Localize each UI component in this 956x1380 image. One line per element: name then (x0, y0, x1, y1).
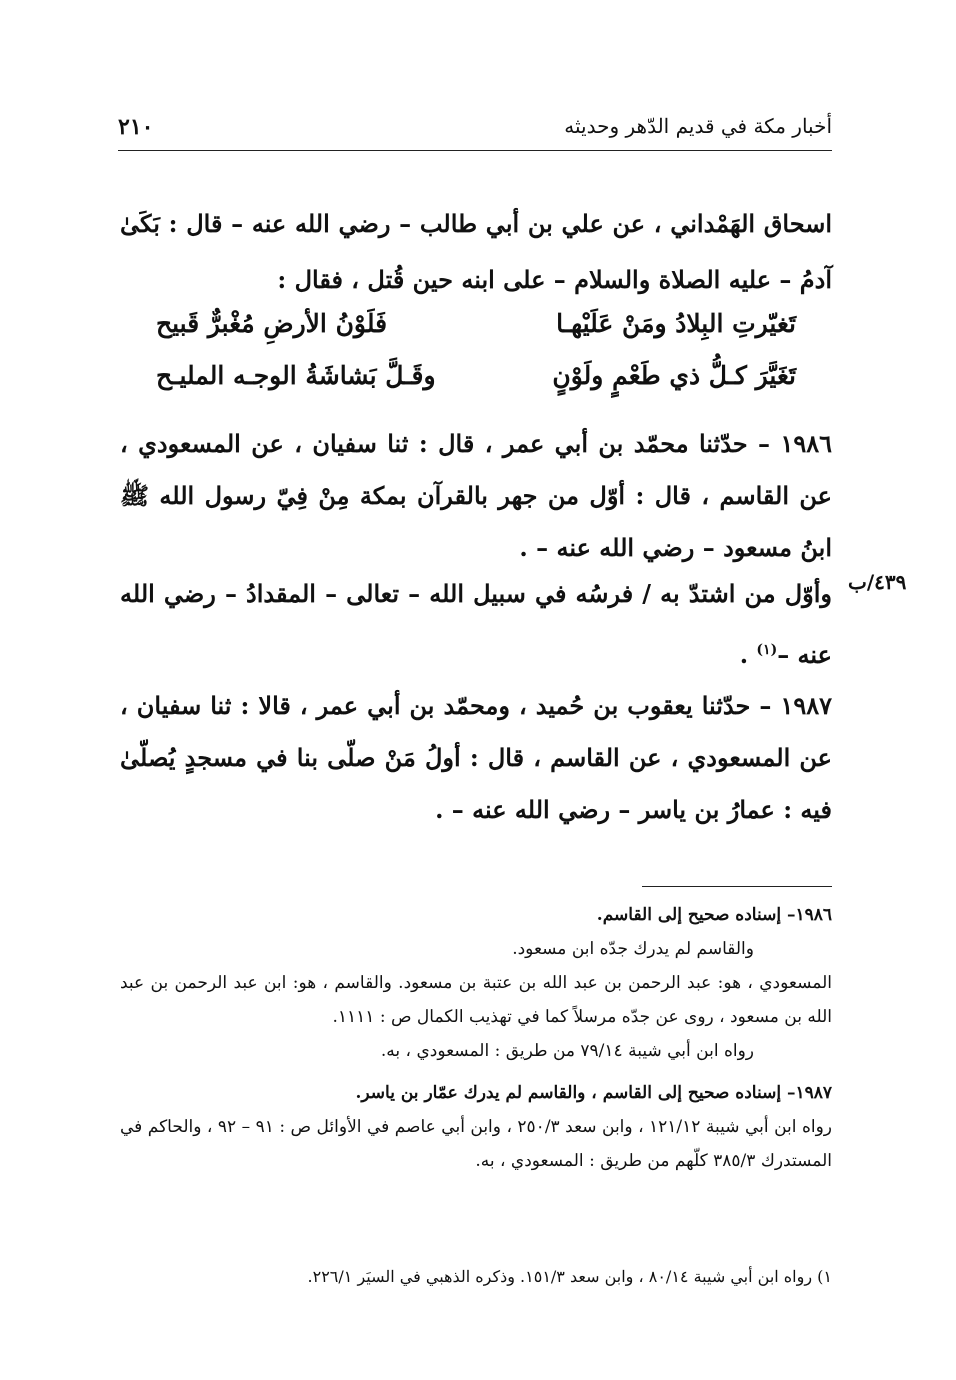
footnote-1986-line: والقاسم لم يدرك جدّه ابن مسعود. (512, 939, 754, 959)
hadith-1986-continuation (120, 566, 832, 683)
footnote-1987-line: رواه ابن أبي شيبة ١٢١/١٢ ، وابن سعد ٢٥٠/٣ ، وابن أبي عاصم في الأوائل ص : ٩١ – ٩٢ ، والحاكم في المستدرك ٣٨٥/٣ كلّهم من طريق : المسعودي ، به. (120, 1117, 832, 1171)
hemistich-2-right: تَغَيَّرَ كـلُّ ذي طَعْمٍ ولَوْنٍ (552, 361, 796, 390)
poem-line-2 (156, 350, 796, 402)
running-header-title: أخبار مكة في قديم الدّهر وحديثه (564, 114, 832, 138)
hemistich-2-left: وقَـلَّ بَشاشَةُ الوجـه المليـح (156, 361, 436, 390)
poem-line-1 (156, 298, 796, 350)
paragraph-intro: اسحاق الهَمْداني ، عن علي بن أبي طالب – رضي الله عنه – قال : بَكَىٰ آدمُ – عليه الصلاة والسلام – على ابنه حين قُتل ، فقال : (120, 209, 832, 294)
footnote-ref-1: (١) (756, 642, 778, 658)
footnotes-block (120, 898, 832, 1178)
hemistich-1-right: تَغيّرتِ البِلادُ ومَنْ عَلَيْهـا (556, 309, 796, 338)
hadith-1986-continuation-end: . (739, 640, 757, 669)
running-header (118, 110, 832, 152)
hadith-1987: ١٩٨٧ – حدّثنا يعقوب بن حُميد ، ومحمّد بن أبي عمر ، قالا : ثنا سفيان ، عن المسعودي ، عن القاسم ، قال : أولُ مَنْ صلّى بنا في مسجدٍ يُصلّىٰ فيه : عمارُ بن ياسر – رضي الله عنه – . (120, 691, 832, 824)
footnote-rule (642, 886, 832, 887)
hadith-1986-continuation-text: وأوّل من اشتدّ به / فرسُه في سبيل الله – تعالى – المقدادُ – رضي الله عنه – (120, 579, 832, 669)
hadith-1986: ١٩٨٦ – حدّثنا محمّد بن أبي عمر ، قال : ثنا سفيان ، عن المسعودي ، عن القاسم ، قال : أوّل من جهر بالقرآن بمكة مِنْ فِيّ رسول الله ﷺ ابنُ مسعود – رضي الله عنه – . (120, 429, 832, 562)
poem (156, 298, 796, 402)
footnote-1986-line: المسعودي ، هو: عبد الرحمن بن عبد الله بن عتبة بن مسعود. والقاسم ، هو: ابن عبد الرحمن بن عبد الله بن مسعود ، روى عن جدّه مرسلاً كما في تهذيب الكمال ص : ١١١١. (120, 973, 832, 1027)
footnote-1986-line: رواه ابن أبي شيبة ٧٩/١٤ من طريق : المسعودي ، به. (380, 1041, 754, 1061)
manuscript-folio-note: ٤٣٩/ب (848, 570, 907, 594)
hemistich-1-left: فَلَوْنُ الأرضِ مُغْبرٌّ قَبيح (156, 309, 388, 338)
header-rule (118, 150, 832, 151)
footnote-1986-heading: ١٩٨٦– إسناده صحيح إلى القاسم. (596, 905, 832, 925)
footnote-gap (120, 1068, 832, 1076)
page-number: ٢١٠ (118, 114, 154, 140)
footnote-1: ١) رواه ابن أبي شيبة ٨٠/١٤ ، وابن سعد ١٥١/٣. وذكره الذهبي في السيَر ٢٢٦/١. (307, 1267, 832, 1286)
footnote-1987-heading: ١٩٨٧– إسناده صحيح إلى القاسم ، والقاسم لم يدرك عمّار بن ياسر. (355, 1083, 832, 1103)
